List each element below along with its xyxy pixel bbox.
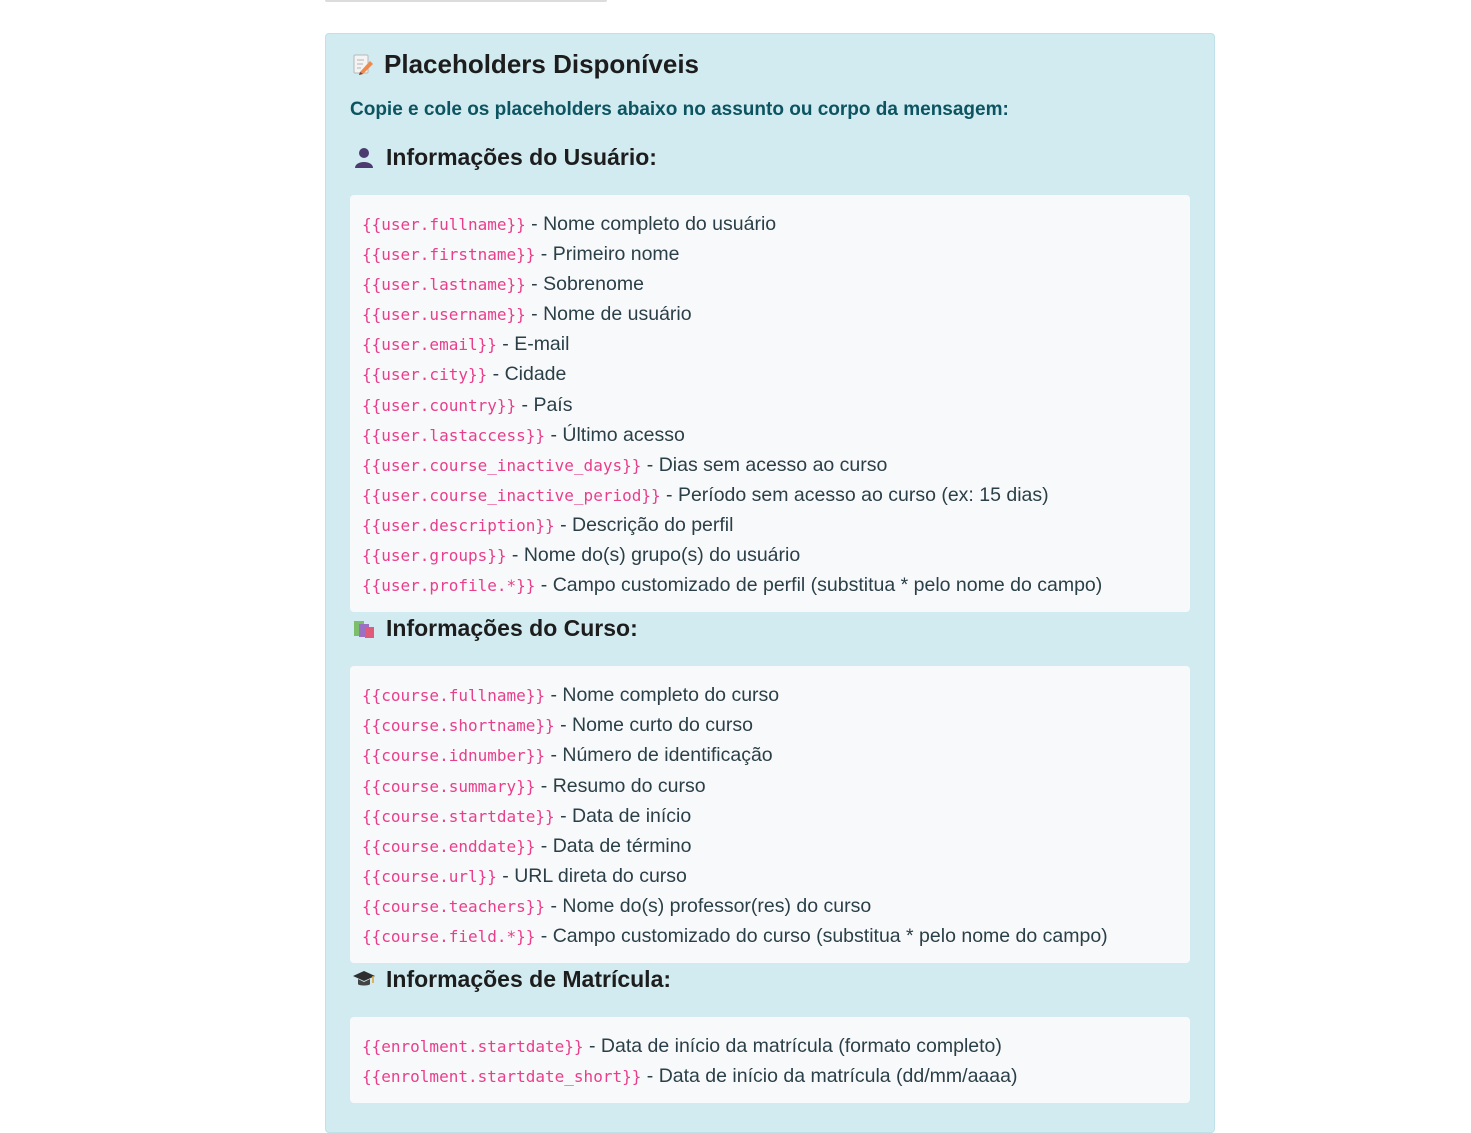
- placeholder-description: - Cidade: [487, 363, 567, 386]
- placeholder-description: - País: [516, 393, 573, 416]
- placeholder-code: {{user.email}}: [362, 335, 497, 355]
- list-item: [362, 540, 1178, 570]
- list-item: [362, 299, 1178, 329]
- placeholder-code: {{course.field.*}}: [362, 926, 536, 946]
- intro-text: Copie e cole os placeholders abaixo no assunto ou corpo da mensagem:: [350, 99, 1009, 120]
- placeholder-description: - Nome completo do curso: [545, 684, 780, 707]
- list-item: [362, 771, 1178, 801]
- placeholder-description: - E-mail: [496, 333, 570, 356]
- placeholder-description: - URL direta do curso: [496, 864, 687, 887]
- placeholder-description: - Campo customizado do curso (substitua * pelo nome do campo): [535, 924, 1108, 947]
- list-item: [362, 831, 1178, 861]
- placeholder-description: - Último acesso: [545, 423, 685, 446]
- list-item: [362, 710, 1178, 740]
- placeholder-description: - Nome completo do usuário: [525, 213, 777, 235]
- placeholder-code: {{user.firstname}}: [362, 245, 536, 265]
- list-item: [362, 510, 1178, 540]
- placeholder-code: {{course.url}}: [362, 866, 497, 886]
- placeholder-description: - Nome do(s) grupo(s) do usuário: [506, 544, 801, 567]
- list-item: [362, 420, 1178, 450]
- placeholder-code: {{enrolment.startdate_short}}: [362, 1067, 642, 1087]
- list-item: [362, 390, 1178, 420]
- placeholder-code: {{user.course_inactive_period}}: [362, 485, 661, 505]
- section-heading-text: Informações do Curso:: [386, 614, 638, 641]
- placeholder-description: - Primeiro nome: [535, 243, 680, 266]
- list-item: [362, 801, 1178, 831]
- section-heading-user: [352, 143, 1190, 171]
- placeholder-code: {{user.groups}}: [362, 546, 507, 566]
- list-item: [362, 239, 1178, 269]
- list-item: [362, 480, 1178, 510]
- panel-title-text: Placeholders Disponíveis: [384, 48, 700, 79]
- placeholder-code: {{user.course_inactive_days}}: [362, 455, 642, 475]
- placeholder-description: - Nome curto do curso: [554, 714, 753, 737]
- placeholder-description: - Campo customizado de perfil (substitua * pelo nome do campo): [535, 574, 1103, 597]
- list-item: [362, 329, 1178, 359]
- list-item: [362, 269, 1178, 299]
- placeholder-code: {{user.lastname}}: [362, 275, 526, 295]
- section-heading-text: Informações de Matrícula:: [386, 965, 672, 992]
- placeholder-list-enrolment: [350, 1017, 1190, 1103]
- placeholders-panel: [325, 33, 1215, 1133]
- placeholder-description: - Nome de usuário: [525, 303, 692, 326]
- panel-title: [350, 48, 1190, 80]
- placeholder-code: {{enrolment.startdate}}: [362, 1037, 584, 1057]
- placeholder-code: {{course.fullname}}: [362, 686, 546, 706]
- placeholder-description: - Data de início da matrícula (dd/mm/aaaa): [641, 1065, 1018, 1088]
- placeholder-code: {{course.teachers}}: [362, 896, 546, 916]
- list-item: [362, 359, 1178, 389]
- list-item: [362, 570, 1178, 600]
- list-item: [362, 450, 1178, 480]
- placeholder-description: - Resumo do curso: [535, 774, 706, 797]
- placeholder-description: - Sobrenome: [525, 273, 644, 296]
- placeholder-code: {{user.city}}: [362, 365, 488, 385]
- list-item: [362, 209, 1178, 239]
- placeholder-code: {{user.lastaccess}}: [362, 425, 546, 445]
- list-item: [362, 1061, 1178, 1091]
- section-heading-course: [352, 614, 1190, 642]
- placeholder-description: - Número de identificação: [545, 744, 773, 767]
- list-item: [362, 680, 1178, 710]
- placeholder-description: - Dias sem acesso ao curso: [641, 453, 888, 476]
- placeholder-code: {{course.summary}}: [362, 776, 536, 796]
- placeholder-description: - Período sem acesso ao curso (ex: 15 dias): [660, 483, 1049, 506]
- placeholder-code: {{course.shortname}}: [362, 716, 555, 736]
- placeholder-list-user: [350, 195, 1190, 612]
- placeholder-code: {{user.country}}: [362, 395, 517, 415]
- placeholder-code: {{user.username}}: [362, 305, 526, 325]
- section-heading-text: Informações do Usuário:: [386, 143, 657, 170]
- placeholder-code: {{user.description}}: [362, 515, 555, 535]
- list-item: [362, 1031, 1178, 1061]
- placeholder-description: - Data de término: [535, 834, 692, 857]
- top-input-edge: [325, 0, 607, 2]
- list-item: [362, 740, 1178, 770]
- placeholder-description: - Data de início: [554, 804, 692, 827]
- placeholder-description: - Descrição do perfil: [554, 513, 734, 536]
- list-item: [362, 861, 1178, 891]
- memo-pencil-icon: [350, 52, 374, 76]
- placeholder-code: {{user.profile.*}}: [362, 576, 536, 596]
- graduation-cap-icon: [352, 967, 376, 991]
- section-heading-enrolment: [352, 965, 1190, 993]
- placeholder-code: {{course.enddate}}: [362, 836, 536, 856]
- placeholder-description: - Nome do(s) professor(res) do curso: [545, 894, 872, 917]
- books-icon: [352, 616, 376, 640]
- placeholder-description: - Data de início da matrícula (formato completo): [583, 1035, 1002, 1058]
- user-silhouette-icon: [352, 145, 376, 169]
- placeholder-code: {{user.fullname}}: [362, 215, 526, 234]
- list-item: [362, 891, 1178, 921]
- placeholder-list-course: [350, 666, 1190, 963]
- list-item: [362, 921, 1178, 951]
- placeholder-code: {{course.startdate}}: [362, 806, 555, 826]
- placeholder-code: {{course.idnumber}}: [362, 746, 546, 766]
